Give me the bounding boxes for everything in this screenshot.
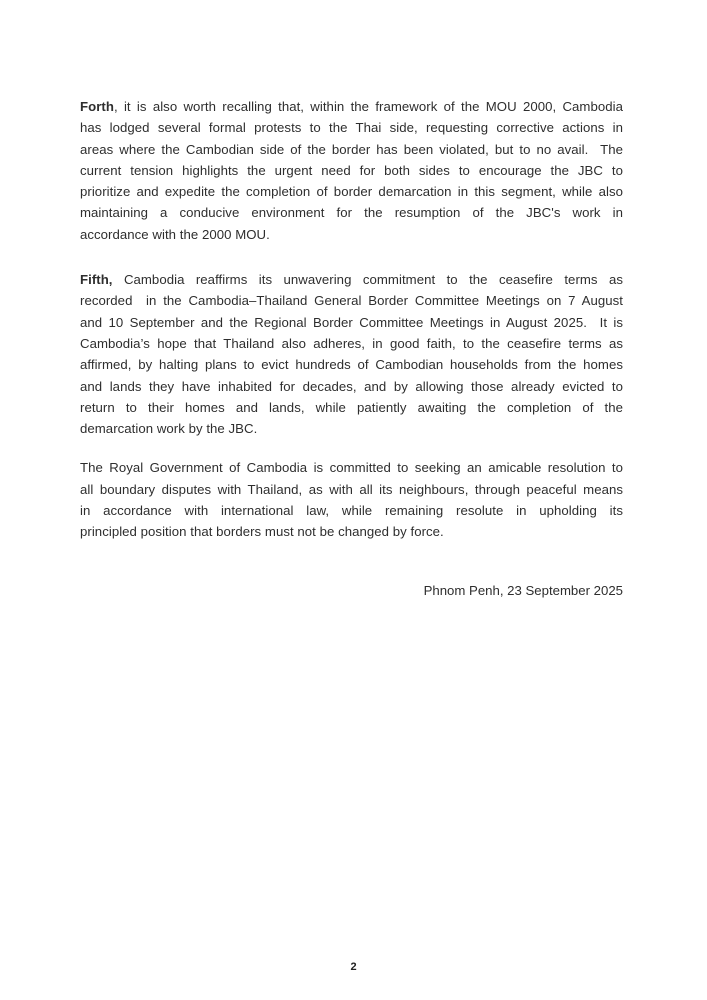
text-line	[80, 376, 623, 397]
paragraph-closing	[80, 457, 623, 542]
text-segment: return to their homes and lands, while patiently awaiting the completion of the	[80, 399, 623, 415]
text-segment: demarcation work by the JBC.	[80, 421, 258, 437]
text-segment: , it is also worth recalling that, within the framework of the MOU 2000, Cambodia	[113, 99, 623, 114]
text-line	[80, 457, 623, 478]
document-body	[80, 96, 623, 601]
text-segment: Cambodia reaffirms its unwavering commitment to the ceasefire terms as	[112, 272, 623, 288]
date-line: Phnom Penh, 23 September 2025	[423, 582, 623, 598]
text-segment: maintaining a conducive environment for the resumption of the JBC's work in	[80, 205, 623, 221]
text-segment: principled position that borders must not be changed by force.	[80, 524, 444, 540]
text-line	[80, 117, 623, 138]
text-segment: areas where the Cambodian side of the border has been violated, but to no avail. The	[80, 141, 623, 157]
text-line	[80, 354, 623, 375]
text-line	[80, 500, 623, 521]
text-segment: in accordance with international law, while remaining resolute in upholding its	[80, 503, 623, 519]
text-line	[80, 418, 623, 439]
text-line	[80, 202, 623, 223]
text-segment: and 10 September and the Regional Border Committee Meetings in August 2025. It is	[80, 314, 623, 330]
text-line	[80, 181, 623, 202]
text-segment: The Royal Government of Cambodia is committed to seeking an amicable resolution to	[80, 460, 623, 476]
paragraph-forth	[80, 96, 623, 245]
text-line	[80, 521, 623, 542]
text-line	[80, 333, 623, 354]
text-line	[80, 479, 623, 500]
text-segment: accordance with the 2000 MOU.	[80, 226, 270, 242]
paragraph-fifth	[80, 269, 623, 439]
text-line	[80, 139, 623, 160]
text-line	[80, 269, 623, 290]
text-line	[80, 96, 623, 117]
text-segment: Cambodia’s hope that Thailand also adheres, in good faith, to the ceasefire terms as	[80, 335, 623, 351]
text-line	[80, 290, 623, 311]
text-segment: and lands they have inhabited for decades, and by allowing those already evicted to	[80, 378, 623, 394]
text-segment: recorded in the Cambodia–Thailand General Border Committee Meetings on 7 August	[80, 293, 623, 309]
text-line	[80, 160, 623, 181]
text-segment: current tension highlights the urgent need for both sides to encourage the JBC to	[80, 162, 623, 178]
page-number: 2	[350, 961, 357, 973]
text-line	[80, 224, 623, 245]
text-segment: all boundary disputes with Thailand, as with all its neighbours, through peaceful means	[80, 481, 623, 497]
bold-lead-word: Forth	[80, 99, 114, 114]
text-segment: has lodged several formal protests to the Thai side, requesting corrective actions in	[80, 120, 623, 136]
text-line	[80, 312, 623, 333]
text-line	[80, 397, 623, 418]
bold-lead-word: Fifth,	[80, 272, 113, 288]
text-segment: prioritize and expedite the completion of border demarcation in this segment, while also	[80, 184, 623, 200]
text-segment: affirmed, by halting plans to evict hundreds of Cambodian households from the homes	[80, 357, 623, 373]
